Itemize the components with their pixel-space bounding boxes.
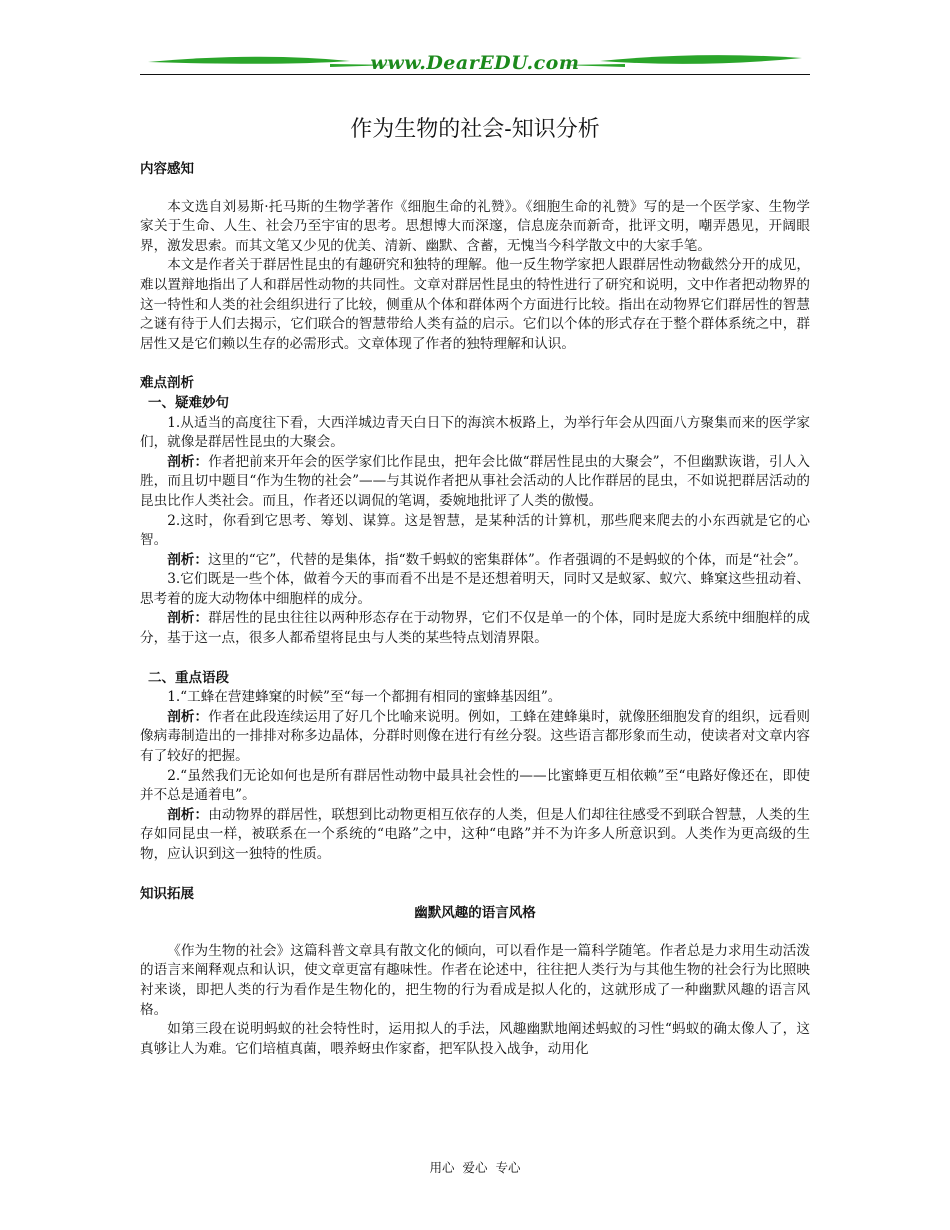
analysis-1	[140, 453, 810, 512]
section-heading-content: 内容感知	[140, 161, 194, 177]
section-heading-difficult: 难点剖析	[140, 375, 194, 392]
analysis-text: 作者把前来开年会的医学家们比作昆虫，把年会比做“群居性昆虫的大聚会”，不但幽默诙谐，引人入胜，而且切中题目“作为生物的社会”——与其说作者把从事社会活动的人比作群居的昆虫，不如说把群居活动的昆虫比作人类社会。而且，作者还以调侃的笔调，委婉地批评了人类的傲慢。	[140, 453, 810, 509]
key-analysis-2	[140, 806, 810, 865]
analysis-2	[140, 551, 810, 571]
subsection-heading-sentences: 一、疑难妙句	[148, 394, 229, 411]
analysis-text: 这里的“它”，代替的是集体，指“数千蚂蚁的密集群体”。作者强调的不是蚂蚁的个体，而是“社会”。	[207, 551, 808, 568]
analysis-3	[140, 609, 810, 648]
content-paragraph-1: 本文选自刘易斯·托马斯的生物学著作《细胞生命的礼赞》。《细胞生命的礼赞》写的是一个医学家、生物学家关于生命、人生、社会乃至宇宙的思考。思想博大而深邃，信息庞杂而新奇，批评文明，嘲弄愚见，开阔眼界，激发思索。而其文笔又少见的优美、清新、幽默、含蓄，无愧当今科学散文中的大家手笔。	[140, 198, 810, 254]
extension-paragraph-1: 《作为生物的社会》这篇科普文章具有散文化的倾向，可以看作是一篇科学随笔。作者总是力求用生动活泼的语言来阐释观点和认识，使文章更富有趣味性。作者在论述中，往往把人类行为与其他生物的社会行为比照映衬来谈，即把人类的行为看作是生物化的，把生物的行为看成是拟人化的，这就形成了一种幽默风趣的语言风格。	[140, 942, 810, 1018]
section-heading-extension: 知识拓展	[140, 885, 194, 902]
extension-paragraph-2: 如第三段在说明蚂蚁的社会特性时，运用拟人的手法，风趣幽默地阐述蚂蚁的习性“蚂蚁的确太像人了，这真够让人为难。它们培植真菌，喂养蚜虫作家畜，把军队投入战争，动用化	[140, 1021, 810, 1057]
subsection-heading-key-passages: 二、重点语段	[148, 669, 229, 686]
page-footer: 用心 爱心 专心	[429, 1160, 521, 1175]
page-title: 作为生物的社会-知识分析	[350, 117, 600, 142]
key-passage-1: 1.“工蜂在营建蜂窠的时候”至“每一个都拥有相同的蜜蜂基因组”。	[167, 689, 562, 706]
document-body	[140, 160, 810, 1059]
analysis-label: 剖析：	[167, 610, 209, 627]
site-logo-text[interactable]: www.DearEDU.com	[370, 52, 580, 74]
header-divider	[140, 74, 810, 75]
key-analysis-1	[140, 708, 810, 767]
extension-subtitle: 幽默风趣的语言风格	[414, 905, 536, 922]
analysis-label: 剖析：	[167, 551, 208, 568]
analysis-text: 由动物界的群居性，联想到比动物更相互依存的人类，但是人们却往往感受不到联合智慧，人类的生存如同昆虫一样，被联系在一个系统的“电路”之中，这种“电路”并不为许多人所意识到。人类作为更高级的生物，应认识到这一独特的性质。	[140, 806, 811, 862]
analysis-text: 作者在此段连续运用了好几个比喻来说明。例如，工蜂在建蜂巢时，就像胚细胞发育的组织，远看则像病毒制造出的一排排对称多边晶体，分群时则像在进行有丝分裂。这些语言都形象而生动，使读者对文章内容有了较好的把握。	[140, 708, 811, 765]
analysis-label: 剖析：	[167, 806, 209, 823]
analysis-label: 剖析：	[167, 708, 209, 725]
analysis-label: 剖析：	[167, 453, 209, 470]
sentence-2: 2.这时，你看到它思考、筹划、谋算。这是智慧，是某种活的计算机，那些爬来爬去的小东西就是它的心智。	[140, 512, 810, 549]
sentence-3: 3.它们既是一些个体，做着今天的事而看不出是不是还想着明天，同时又是蚁冢、蚁穴、蜂窠这些扭动着、思考着的庞大动物体中细胞样的成分。	[140, 571, 810, 607]
analysis-text: 群居性的昆虫往往以两种形态存在于动物界，它们不仅是单一的个体，同时是庞大系统中细胞样的成分，基于这一点，很多人都希望将昆虫与人类的某些特点划清界限。	[140, 610, 811, 647]
key-passage-2: 2.“虽然我们无论如何也是所有群居性动物中最具社会性的——比蜜蜂更互相依赖”至“电路好像还在，即使并不总是通着电”。	[140, 767, 810, 804]
content-paragraph-2: 本文是作者关于群居性昆虫的有趣研究和独特的理解。他一反生物学家把人跟群居性动物截然分开的成见，难以置辩地指出了人和群居性动物的共同性。文章对群居性昆虫的特性进行了研究和说明，文中作者把动物界的这一特性和人类的社会组织进行了比较，侧重从个体和群体两个方面进行比较。指出在动物界它们群居性的智慧之谜有待于人们去揭示，它们联合的智慧带给人类有益的启示。它们以个体的形式存在于整个群体系统之中，群居性又是它们赖以生存的必需形式。文章体现了作者的独特理解和认识。	[140, 257, 810, 352]
sentence-1: 1.从适当的高度往下看，大西洋城边青天白日下的海滨木板路上，为举行年会从四面八方聚集而来的医学家们，就像是群居性昆虫的大聚会。	[140, 414, 810, 451]
